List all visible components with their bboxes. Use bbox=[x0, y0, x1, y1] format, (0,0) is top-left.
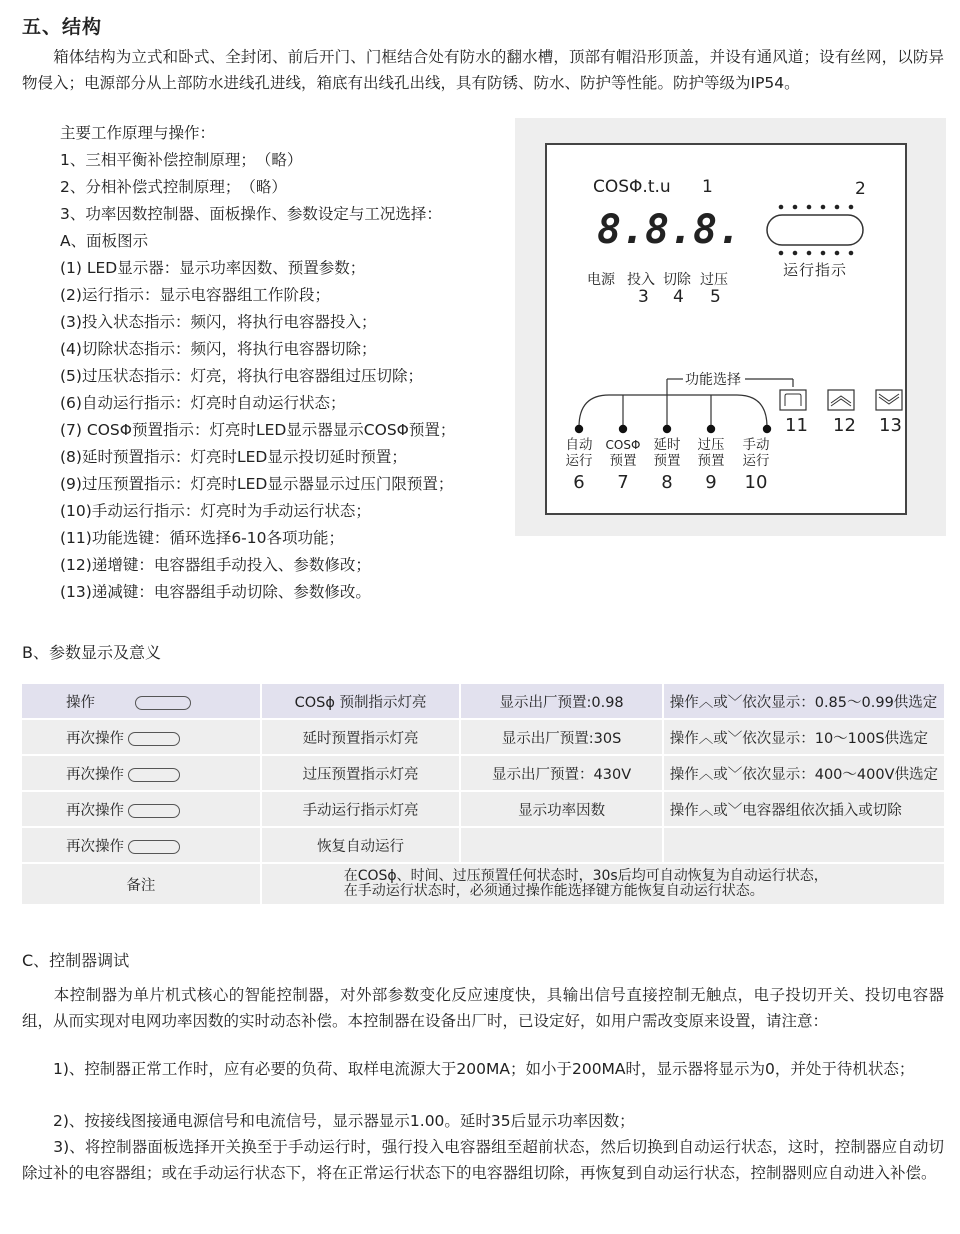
led-label-cos: COSΦ 预置 7 bbox=[605, 438, 641, 493]
function-key-icon bbox=[135, 696, 191, 710]
list-item: (9)过压预置指示：灯亮时LED显示器显示过压门限预置； bbox=[60, 475, 454, 493]
list-item: (13)递减键：电容器组手动切除、参数修改。 bbox=[60, 583, 371, 601]
indicator-cell: 恢复自动运行 bbox=[261, 827, 461, 863]
table-row bbox=[22, 719, 945, 755]
list-item: 3、功率因数控制器、面板操作、参数设定与工况选择： bbox=[60, 205, 442, 223]
indicator-cell: 过压预置指示灯亮 bbox=[261, 755, 461, 791]
list-item: (8)延时预置指示：灯亮时LED显示投切延时预置； bbox=[60, 448, 407, 466]
controller-paragraph: 本控制器为单片机式核心的智能控制器，对外部参数变化反应速度快，具输出信号直接控制无触点，电子投切开关、投切电容器组，从而实现对电网功率因数的实时动态补偿。本控制器在设备出厂时，已设定好，如用户需改变原来设置，请注意： bbox=[22, 986, 944, 1030]
callout-5: 5 bbox=[710, 287, 721, 307]
table-row bbox=[22, 791, 945, 827]
list-item: (7) COSΦ预置指示：灯亮时LED显示器显示COSΦ预置； bbox=[60, 421, 456, 439]
list-item: (5)过压状态指示：灯亮，将执行电容器组过压切除； bbox=[60, 367, 423, 385]
led-label-manual: 手动 运行 10 bbox=[742, 437, 770, 493]
display-cell: 显示出厂预置:0.98 bbox=[460, 684, 662, 719]
panel-diagram bbox=[515, 118, 946, 536]
controller-step-3: 3)、将控制器面板选择开关换至于手动运行时，强行投入电容器组至超前状态，然后切换到自动运行状态，这时，控制器应自动切除过补的电容器组；或在手动运行状态下，将在正常运行状态下的电容器组切除，再恢复到自动运行状态，控制器则应自动进入补偿。 bbox=[22, 1138, 944, 1182]
op-label: 再次操作 bbox=[66, 730, 124, 747]
led-digit: 8. bbox=[597, 207, 646, 253]
list-item: A、面板图示 bbox=[60, 232, 149, 250]
run-indicator-window bbox=[763, 201, 867, 259]
led-label-delay: 延时 预置 8 bbox=[653, 437, 681, 493]
list-item: (10)手动运行指示：灯亮时为手动运行状态； bbox=[60, 502, 371, 520]
indicator-cell: COSϕ 预制指示灯亮 bbox=[261, 684, 461, 719]
function-select-label: 功能选择 bbox=[685, 372, 741, 388]
note-cell bbox=[261, 863, 945, 905]
display-cell: 显示出厂预置:30S bbox=[460, 719, 662, 755]
table-row bbox=[22, 755, 945, 791]
structure-paragraph: 箱体结构为立式和卧式、全封闭、前后开门、门框结合处有防水的翻水槽，顶部有帽沿形顶盖，并设有通风道；设有丝网，以防异物侵入；电源部分从上部防水进线孔进线，箱底有出线孔出线，具有防锈、防水、防护等性能。防护等级为IP54。 bbox=[22, 48, 944, 92]
note-line: 在COSϕ、时间、过压预置任何状态时，30s后均可自动恢复为自动运行状态， bbox=[343, 868, 828, 884]
led-label-overvoltage: 过压 预置 9 bbox=[697, 437, 725, 493]
function-key-icon bbox=[128, 768, 180, 782]
section-title: 五、结构 bbox=[22, 16, 103, 38]
display-cell: 显示功率因数 bbox=[460, 791, 662, 827]
function-key-icon bbox=[128, 804, 180, 818]
list-item: 2、分相补偿式控制原理； （略） bbox=[60, 178, 287, 196]
list-item: (1) LED显示器：显示功率因数、预置参数； bbox=[60, 259, 366, 277]
callout-13: 13 bbox=[879, 415, 902, 436]
table-row bbox=[22, 863, 945, 905]
op-label: 再次操作 bbox=[66, 838, 124, 855]
status-label: 过压 bbox=[700, 272, 728, 288]
table-row bbox=[22, 684, 945, 719]
desc-cell bbox=[663, 827, 945, 863]
run-indicator-label: 运行指示 bbox=[783, 261, 848, 279]
desc-cell: 操作︿或﹀电容器组依次插入或切除 bbox=[663, 791, 945, 827]
led-digit: 8. bbox=[645, 207, 694, 253]
status-label: 切除 bbox=[663, 272, 691, 288]
note-label: 备注 bbox=[22, 863, 261, 905]
controller-step-2: 2)、按接线图接通电源信号和电流信号，显示器显示1.00。延时35后显示功率因数； bbox=[22, 1112, 635, 1130]
status-label: 投入 bbox=[627, 272, 655, 288]
callout-12: 12 bbox=[833, 415, 856, 436]
function-key-icon bbox=[128, 840, 180, 854]
list-item: 1、三相平衡补偿控制原理； （略） bbox=[60, 151, 303, 169]
callout-2: 2 bbox=[855, 179, 866, 199]
table-row bbox=[22, 827, 945, 863]
list-item: (11)功能选键：循环选择6-10各项功能； bbox=[60, 529, 344, 547]
note-line: 在手动运行状态时，必须通过操作能选择键方能恢复自动运行状态。 bbox=[343, 883, 764, 899]
list-item: (4)切除状态指示：频闪，将执行电容器切除； bbox=[60, 340, 377, 358]
section-c-title: C、控制器调试 bbox=[22, 951, 130, 970]
indicator-cell: 手动运行指示灯亮 bbox=[261, 791, 461, 827]
callout-1: 1 bbox=[702, 177, 713, 197]
controller-step-1: 1)、控制器正常工作时，应有必要的负荷、取样电流源大于200MA；如小于200MA时，显示器将显示为0，并处于待机状态； bbox=[22, 1060, 915, 1078]
op-label: 再次操作 bbox=[66, 766, 124, 783]
display-cell: 显示出厂预置：430V bbox=[460, 755, 662, 791]
desc-cell: 操作︿或﹀依次显示：0.85～0.99供选定 bbox=[663, 684, 945, 719]
indicator-cell: 延时预置指示灯亮 bbox=[261, 719, 461, 755]
led-digit: 8. bbox=[693, 207, 742, 253]
op-label: 再次操作 bbox=[66, 802, 124, 819]
decrease-key[interactable] bbox=[875, 389, 903, 411]
list-item: (3)投入状态指示：频闪，将执行电容器投入； bbox=[60, 313, 377, 331]
list-item: (6)自动运行指示：灯亮时自动运行状态； bbox=[60, 394, 346, 412]
increase-key[interactable] bbox=[827, 389, 855, 411]
list-item: 主要工作原理与操作： bbox=[60, 124, 216, 142]
section-b-title: B、参数显示及意义 bbox=[22, 643, 161, 662]
parameter-table bbox=[22, 684, 946, 906]
display-label: COSΦ.t.u bbox=[593, 177, 671, 197]
status-label: 电源 bbox=[587, 272, 615, 288]
led-label-auto: 自动 运行 6 bbox=[565, 437, 593, 493]
list-item: (12)递增键：电容器组手动投入、参数修改； bbox=[60, 556, 371, 574]
desc-cell: 操作︿或﹀依次显示：10～100S供选定 bbox=[663, 719, 945, 755]
callout-3: 3 bbox=[638, 287, 649, 307]
op-label: 操作 bbox=[66, 694, 95, 711]
callout-11: 11 bbox=[785, 415, 808, 436]
controller-panel bbox=[545, 143, 907, 515]
desc-cell: 操作︿或﹀依次显示：400～400V供选定 bbox=[663, 755, 945, 791]
display-cell bbox=[460, 827, 662, 863]
function-key-icon bbox=[128, 732, 180, 746]
list-item: (2)运行指示：显示电容器组工作阶段； bbox=[60, 286, 330, 304]
callout-4: 4 bbox=[673, 287, 684, 307]
function-key[interactable] bbox=[779, 389, 807, 411]
